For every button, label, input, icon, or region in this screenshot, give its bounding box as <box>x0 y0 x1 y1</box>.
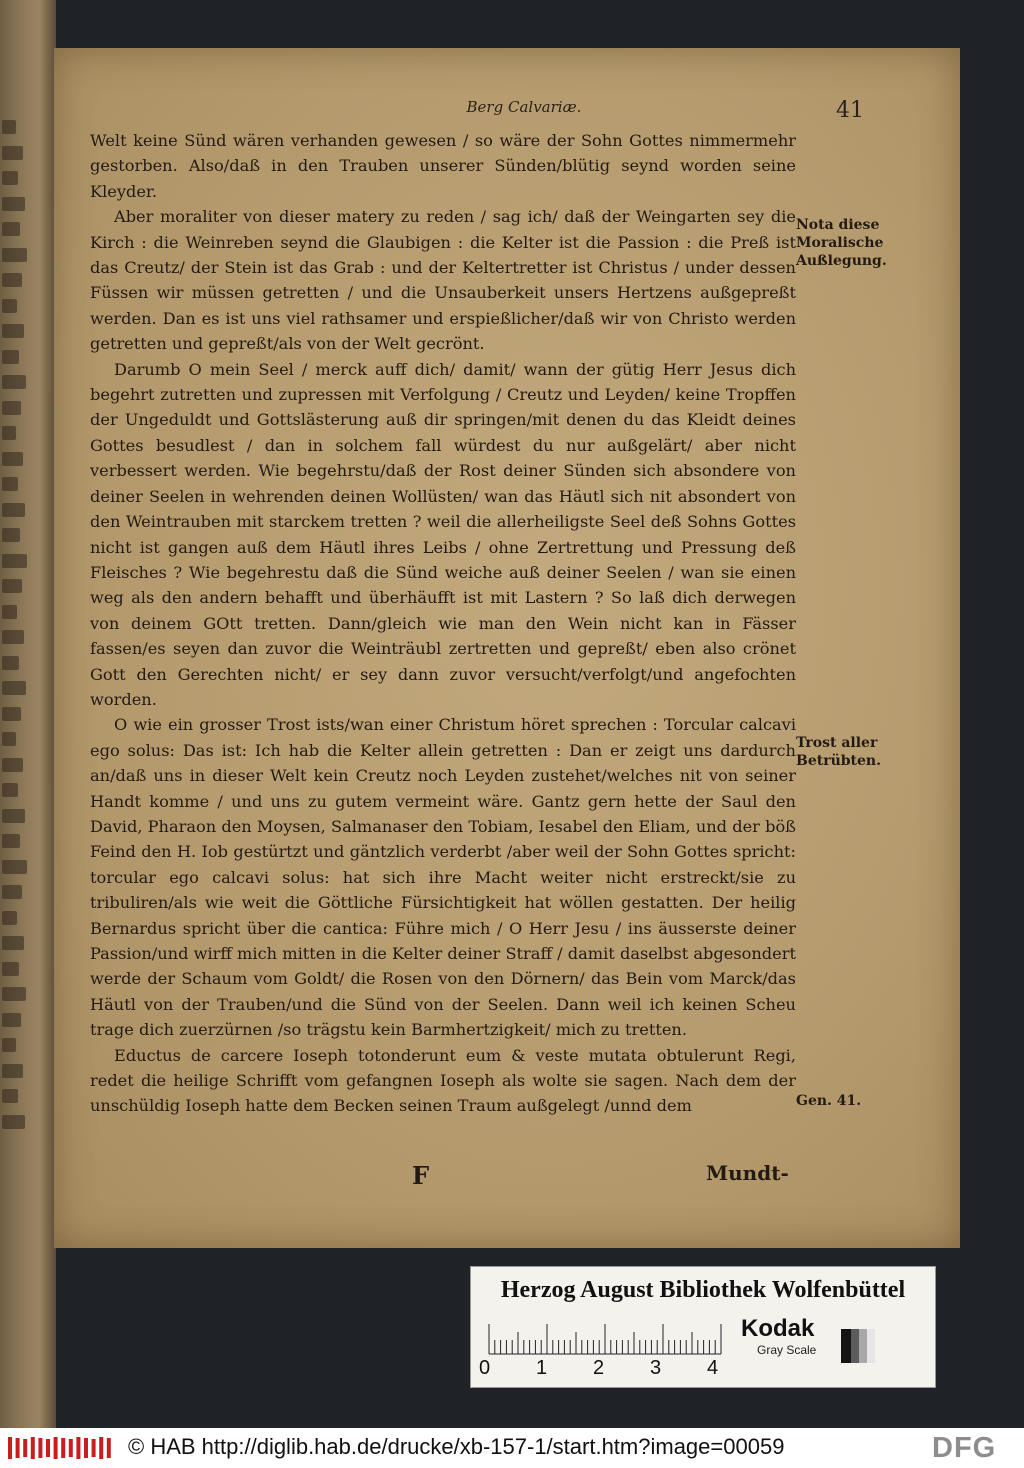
margin-note: Nota diese Moralische Außlegung. <box>796 217 887 269</box>
text-fragment <box>2 324 24 338</box>
text-fragment <box>2 681 26 695</box>
paragraph: Eductus de carcere Ioseph totonderunt eum & veste mutata obtulerunt Regi, redet die heilige Schrifft vom gefangnen Ioseph als wolte sie sagen. Nach dem der unschüldig Ioseph hatte dem Becken seinen Traum außgelegt /unnd dem <box>90 1045 796 1116</box>
ruler-label: 3 <box>650 1357 662 1379</box>
text-fragment <box>2 1064 23 1078</box>
text-fragment <box>2 273 22 287</box>
signature-mark: F <box>412 1161 430 1190</box>
text-fragment <box>2 732 16 746</box>
text-fragment <box>2 452 23 466</box>
text-fragment <box>2 171 18 185</box>
logo-bar <box>76 1437 80 1459</box>
text-fragment <box>2 783 18 797</box>
logo-bar <box>31 1437 35 1459</box>
text-fragment <box>2 987 26 1001</box>
text-fragment <box>2 375 26 389</box>
paragraph: Aber moraliter von dieser matery zu reden / sag ich/ daß der Weingarten sey die Kirch : die Weinreben seynd die Glaubigen : die Kelter ist die Passion : die Preß ist das Creutz/ der Stein ist das Grab : und der Keltertretter ist Christus / under dessen Füssen wir müssen getretten / und die Unsauberkeit unsers Hertzens außgepreßt werden. Dan es ist uns viel rathsamer und erspießlicher/daß wir von Christo werden getretten und gepreßt/als von der Welt gecrönt. <box>90 207 796 354</box>
text-fragment <box>2 350 19 364</box>
text-fragment <box>2 605 17 619</box>
page-number: 41 <box>836 98 864 123</box>
kodak-logo: Kodak <box>741 1315 815 1342</box>
logo-bar <box>38 1438 42 1458</box>
logo-bar <box>69 1439 73 1457</box>
ruler-label: 4 <box>707 1357 719 1379</box>
text-fragment <box>2 426 16 440</box>
text-fragment <box>2 758 23 772</box>
left-page-edge <box>0 0 56 1428</box>
logo-bar <box>61 1438 65 1458</box>
logo-bar <box>99 1437 103 1459</box>
logo-bar <box>8 1437 12 1459</box>
ruler-labels <box>479 1357 729 1379</box>
library-color-card <box>470 1266 936 1388</box>
logo-bar <box>54 1437 58 1459</box>
text-fragment <box>2 911 17 925</box>
scanned-page <box>54 48 960 1248</box>
text-fragment <box>2 477 18 491</box>
text-fragment <box>2 503 25 517</box>
text-fragment <box>2 1089 18 1103</box>
text-fragment <box>2 554 27 568</box>
hab-logo-icon[interactable] <box>6 1435 116 1461</box>
ruler-label: 0 <box>479 1357 491 1379</box>
logo-bar <box>23 1439 27 1457</box>
logo-bar <box>92 1439 96 1457</box>
text-fragment <box>2 579 22 593</box>
text-fragment <box>2 809 25 823</box>
text-fragment <box>2 1013 21 1027</box>
copyright-link[interactable]: © HAB http://diglib.hab.de/drucke/xb-157-1/start.htm?image=00059 <box>128 1434 785 1459</box>
text-fragment <box>2 222 20 236</box>
text-fragment <box>2 299 17 313</box>
text-fragment <box>2 630 24 644</box>
gray-scale-patches <box>841 1329 875 1363</box>
text-fragment <box>2 707 21 721</box>
margin-note: Gen. 41. <box>796 1093 862 1109</box>
gray-scale-label: Gray Scale <box>757 1343 817 1357</box>
text-fragment <box>2 401 21 415</box>
text-fragment <box>2 248 27 262</box>
text-fragment <box>2 1038 16 1052</box>
ruler-scale <box>485 1315 735 1355</box>
footer-bar <box>0 1428 1024 1468</box>
logo-bar <box>16 1438 20 1458</box>
dfg-logo[interactable]: DFG <box>932 1432 997 1464</box>
text-fragment <box>2 1115 25 1129</box>
text-fragment <box>2 528 20 542</box>
text-fragment <box>2 146 23 160</box>
text-fragment <box>2 834 20 848</box>
main-text <box>90 128 796 1119</box>
ruler-label: 2 <box>593 1357 605 1379</box>
text-fragment <box>2 656 19 670</box>
logo-bar <box>107 1438 111 1458</box>
margin-note: Trost aller Betrübten. <box>796 735 881 769</box>
logo-bar <box>84 1438 88 1458</box>
paragraph: O wie ein grosser Trost ists/wan einer Christum höret sprechen : Torcular calcavi ego solus: Das ist: Ich hab die Kelter allein getretten : Dan er zeigt uns dardurch an/daß uns in dieser Welt kein Creutz noch Leyden zustehet/welches nit von seiner Handt komme / und uns zu gutem vermeint wäre. Gantz gern hette der Saul den David, Pharaon den Moysen, Salmanaser den Tobiam, Iesabel den Eliam, und der böß Feind den H. Iob gestürtzt und gäntzlich verderbt /aber weil der Sohn Gottes spricht: torcular ego calcavi solus: hat sich ihre Macht weiter nicht erstreckt/sie zu tribuliren/als wie weit die Göttliche Fürsichtigkeit hat wöllen gestatten. Der heilig Bernardus spricht über die cantica: Führe mich / O Herr Jesu / ins äusserste deiner Passion/und wirff mich mitten in die Kelter deiner Straff / damit daselbst abgesondert werde der Schaum vom Goldt/ die Rosen von den Dörnern/ das Bein vom Marck/das Häutl von der Trauben/und die Sünd von der Seelen. Dann weil ich keinen Scheu trage dich zuerzürnen /so trägstu kein Barmhertzigkeit/ mich zu tretten. <box>90 715 796 1040</box>
library-name: Herzog August Bibliothek Wolfenbüttel <box>500 1277 906 1303</box>
paragraph: Welt keine Sünd wären verhanden gewesen / so wäre der Sohn Gottes nimmermehr gestorben. Also/daß in den Trauben unserer Sünden/blütig seynd worden seine Kleyder. <box>90 131 796 201</box>
paragraph: Darumb O mein Seel / merck auff dich/ damit/ wann der gütig Herr Jesus dich begehrt zutretten und zupressen mit Verfolgung / Creutz und Leyden/ keine Tropffen der Ungeduldt und Gottslästerung auß dir springen/mit denen du das Kleidt deines Gottes besudlest / dan in solchem fall würdest du nur außgelärt/ aber nicht verbessert werden. Wie begehrstu/daß der Rost deiner Sünden sich absondere von deiner Seelen in wehrenden deinen Wollüsten/ wan das Häutl sich nit absondert von den Weintrauben mit starckem tretten ? weil die allerheiligste Seel deß Sohns Gottes nicht ist gangen auß dem Häutl ihres Leibs / ohne Zertrettung und Pressung deß Fleisches ? Wie begehrestu daß die Sünd weiche auß deiner Seelen / wan sie einen weg als den andern behafft und überhäufft ist mit Lastern ? So laß dich derwegen von deinem GOtt tretten. Dann/gleich wie man den Wein nicht kan in Fässer fassen/es seyen dan zuvor die Weinträubl zertretten und gepreßt/ eben also crönet Gott den Gerechten nicht/ er sey dann zuvor versucht/verfolgt/und angefochten worden. <box>90 359 796 709</box>
text-fragment <box>2 860 27 874</box>
text-fragment <box>2 962 19 976</box>
running-head: Berg Calvariæ. <box>466 98 582 116</box>
text-fragment <box>2 120 16 134</box>
logo-bar <box>46 1439 50 1457</box>
ruler-label: 1 <box>536 1357 548 1379</box>
catchword: Mundt- <box>706 1161 789 1185</box>
text-fragment <box>2 936 24 950</box>
text-fragment <box>2 197 25 211</box>
text-fragment <box>2 885 22 899</box>
